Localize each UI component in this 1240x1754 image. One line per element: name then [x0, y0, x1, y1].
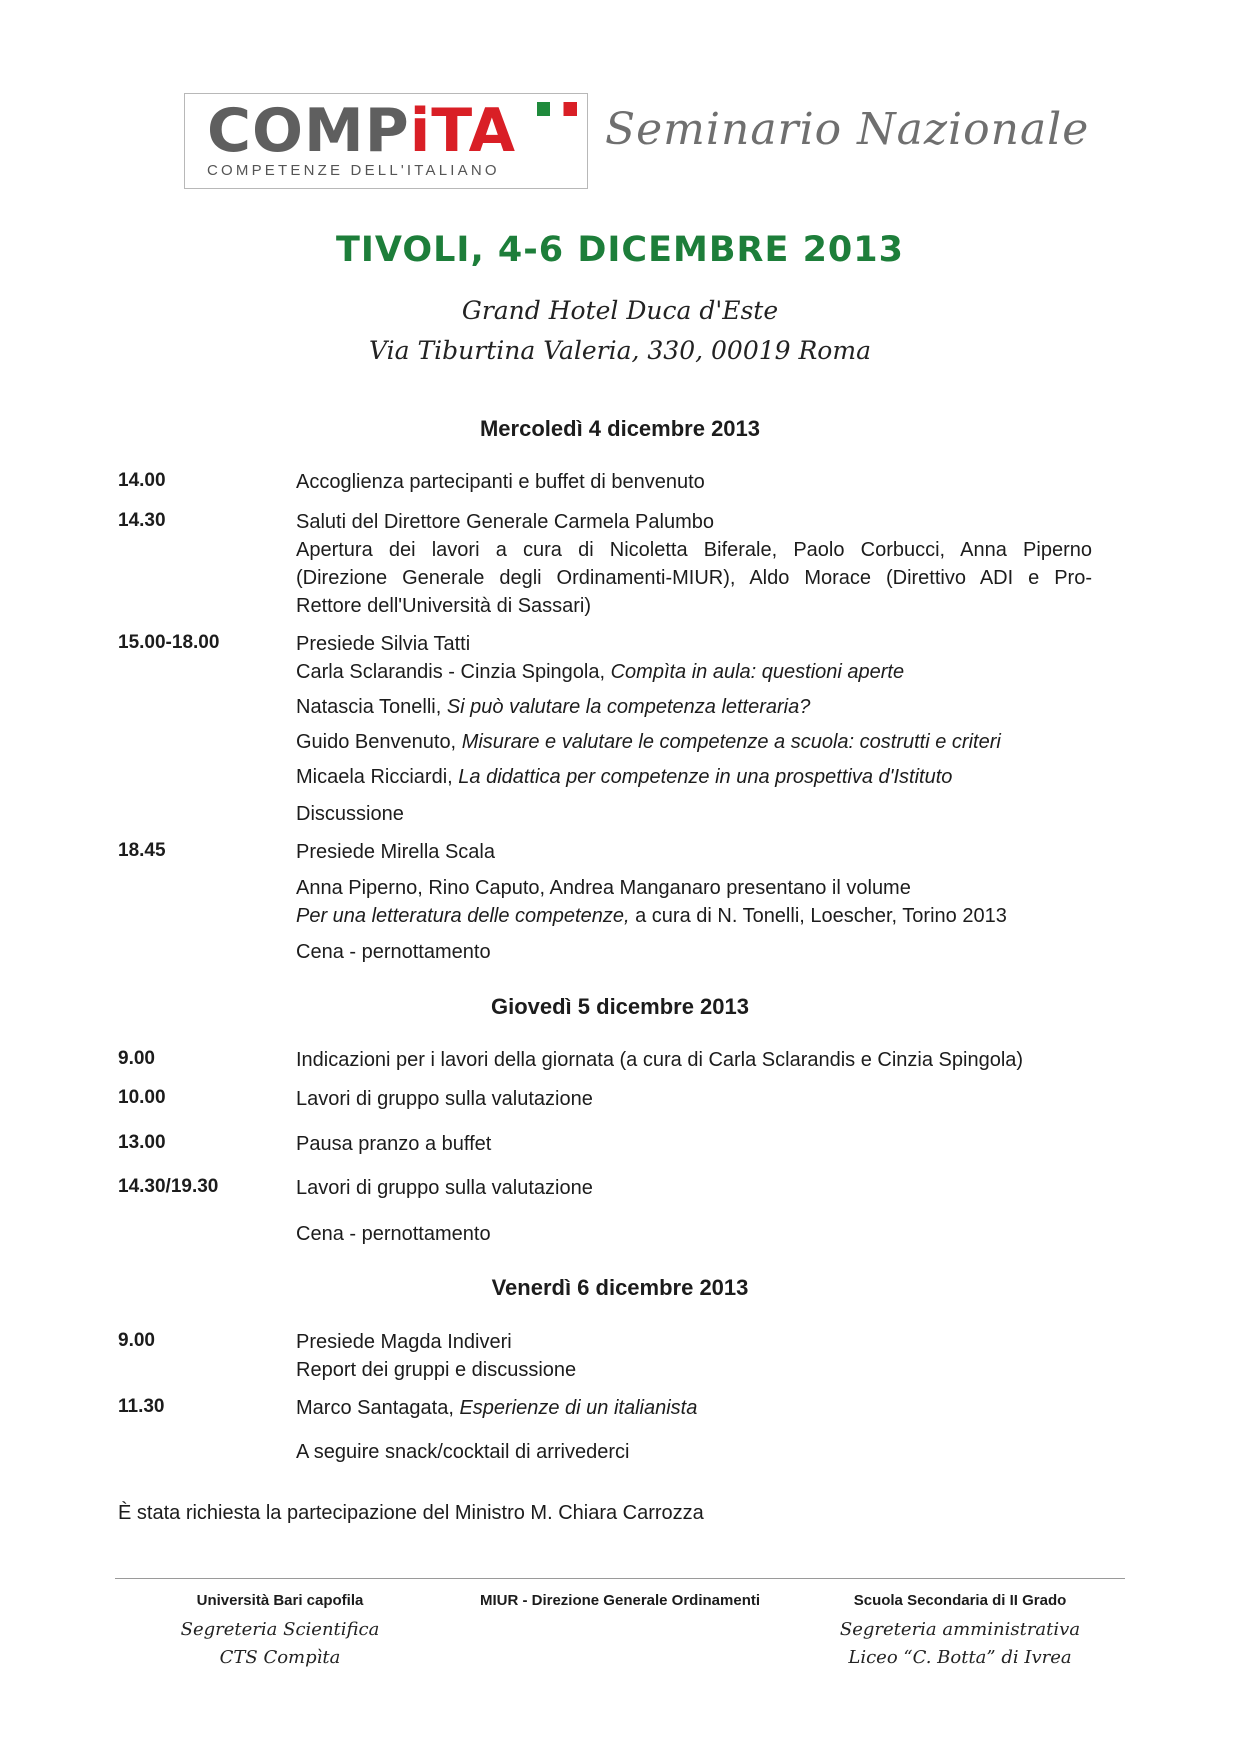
slot-line: A seguire snack/cocktail di arrivederci — [296, 1441, 630, 1463]
speaker-name: Marco Santagata, — [296, 1397, 460, 1419]
slot-line: Cena - pernottamento — [296, 941, 491, 963]
day-title-thursday: Giovedì 5 dicembre 2013 — [490, 994, 750, 1019]
footer-left — [150, 1592, 410, 1672]
venue-name: Grand Hotel Duca d'Este — [461, 296, 779, 325]
event-city-dates: TIVOLI, 4-6 DICEMBRE 2013 — [336, 230, 904, 270]
speaker-name: Natascia Tonelli, — [296, 696, 447, 718]
slot-line: Discussione — [296, 803, 404, 825]
logo-subtitle: COMPETENZE DELL'ITALIANO — [207, 162, 500, 179]
slot-time: 14.30 — [118, 510, 166, 531]
slot-time: 14.30/19.30 — [118, 1176, 219, 1197]
footer-right — [810, 1592, 1110, 1672]
footer-left-line2: CTS Compìta — [219, 1647, 341, 1668]
slot-line: Pausa pranzo a buffet — [296, 1133, 492, 1155]
footer-left-heading: Università Bari capofila — [196, 1592, 364, 1609]
speaker-name: Micaela Ricciardi, — [296, 766, 459, 788]
slot-line: Cena - pernottamento — [296, 1223, 491, 1245]
slot-line: Rettore dell'Università di Sassari) — [296, 595, 592, 617]
footer-right-heading: Scuola Secondaria di II Grado — [853, 1592, 1067, 1609]
talk-title: Misurare e valutare le competenze a scuola: costrutti e criteri — [461, 731, 1001, 753]
talk-title: Esperienze di un italianista — [459, 1397, 698, 1419]
talk-title: Si può valutare la competenza letteraria? — [446, 696, 811, 718]
compita-logo — [184, 93, 588, 189]
slot-line: Lavori di gruppo sulla valutazione — [296, 1088, 593, 1110]
day-title-friday: Venerdì 6 dicembre 2013 — [491, 1275, 749, 1300]
book-details: a cura di N. Tonelli, Loescher, Torino 2013 — [629, 905, 1007, 927]
slot-time: 11.30 — [118, 1396, 165, 1417]
slot-line: Saluti del Direttore Generale Carmela Palumbo — [296, 511, 714, 533]
slot-time: 10.00 — [118, 1087, 166, 1108]
slot-line — [296, 728, 1092, 756]
slot-line: Presiede Mirella Scala — [296, 841, 495, 863]
slot-line: Anna Piperno, Rino Caputo, Andrea Manganaro presentano il volume — [296, 877, 911, 899]
slot-line: Presiede Magda Indiveri — [296, 1331, 512, 1353]
slot-line: Apertura dei lavori a cura di Nicoletta Biferale, Paolo Corbucci, Anna Piperno — [296, 539, 1092, 561]
slot-line — [296, 693, 1092, 721]
slot-line: Indicazioni per i lavori della giornata (a cura di Carla Sclarandis e Cinzia Spingola) — [296, 1049, 1024, 1071]
slot-time: 15.00-18.00 — [118, 632, 220, 653]
footer-center — [445, 1592, 795, 1616]
slot-line: Lavori di gruppo sulla valutazione — [296, 1177, 593, 1199]
footer-right-line2: Liceo “C. Botta” di Ivrea — [848, 1647, 1072, 1668]
slot-line — [296, 658, 1092, 686]
slot-time: 9.00 — [118, 1048, 155, 1069]
footer-center-heading: MIUR - Direzione Generale Ordinamenti — [479, 1592, 761, 1609]
slot-line — [296, 763, 1092, 791]
venue-address: Via Tiburtina Valeria, 330, 00019 Roma — [369, 336, 871, 365]
speaker-name: Guido Benvenuto, — [296, 731, 462, 753]
slot-time: 13.00 — [118, 1132, 166, 1153]
footer-divider — [115, 1578, 1125, 1579]
logo-word-accent: iTA — [409, 96, 517, 166]
footer-left-line1: Segreteria Scientifica — [180, 1619, 380, 1640]
slot-line — [296, 1394, 1092, 1422]
footer-right-line1: Segreteria amministrativa — [839, 1619, 1081, 1640]
logo-word-main: COMP — [207, 96, 410, 166]
slot-line: (Direzione Generale degli Ordinamenti-MIUR), Aldo Morace (Direttivo ADI e Pro- — [296, 567, 1092, 589]
book-title: Per una letteratura delle competenze, — [296, 905, 630, 927]
talk-title: La didattica per competenze in una prospettiva d'Istituto — [458, 766, 953, 788]
slot-line — [296, 902, 1092, 930]
minister-note: È stata richiesta la partecipazione del Ministro M. Chiara Carrozza — [118, 1502, 704, 1524]
day-title-wednesday: Mercoledì 4 dicembre 2013 — [479, 416, 761, 441]
slot-time: 18.45 — [118, 840, 166, 861]
seminar-title: Seminario Nazionale — [605, 104, 1090, 155]
talk-title: Compìta in aula: questioni aperte — [610, 661, 905, 683]
slot-time: 9.00 — [118, 1330, 155, 1351]
logo-wordmark — [207, 96, 516, 166]
italian-flag-icon — [537, 102, 577, 116]
slot-line: Accoglienza partecipanti e buffet di benvenuto — [296, 471, 705, 493]
speaker-name: Carla Sclarandis - Cinzia Spingola, — [296, 661, 611, 683]
slot-line: Presiede Silvia Tatti — [296, 633, 471, 655]
slot-line: Report dei gruppi e discussione — [296, 1359, 577, 1381]
slot-time: 14.00 — [118, 470, 166, 491]
